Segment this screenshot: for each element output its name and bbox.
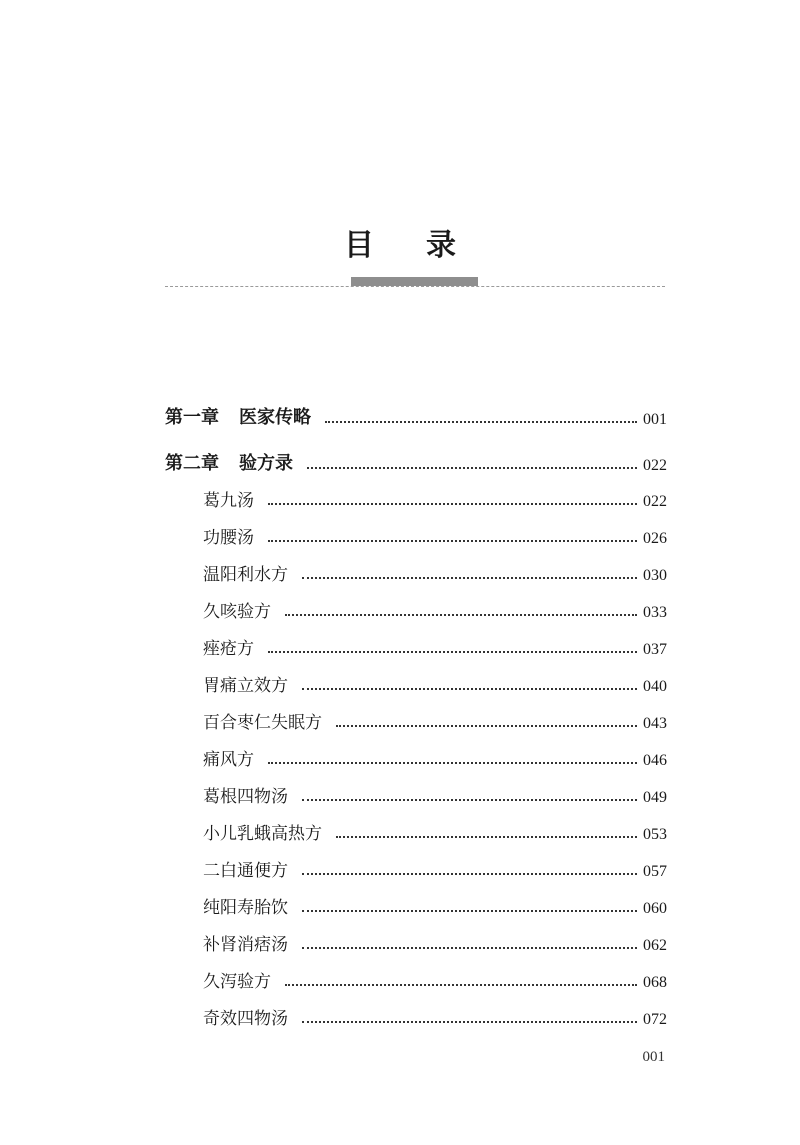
toc-item[interactable] — [165, 475, 667, 511]
title-divider — [165, 286, 665, 287]
page-number: 057 — [643, 863, 667, 880]
dot-leader — [302, 688, 637, 690]
page-number: 072 — [643, 1011, 667, 1028]
page-title — [0, 226, 800, 266]
table-of-contents — [165, 392, 667, 1029]
dot-leader — [285, 984, 637, 986]
page-number: 043 — [643, 715, 667, 732]
toc-chapter-1[interactable] — [165, 392, 667, 429]
footer-page-number: 001 — [642, 1049, 665, 1065]
dot-leader — [325, 421, 637, 423]
toc-item[interactable] — [165, 807, 667, 844]
toc-item[interactable] — [165, 918, 667, 955]
item-title: 功腰汤 — [203, 528, 254, 548]
dot-leader — [307, 467, 637, 469]
page-number: 049 — [643, 789, 667, 806]
item-title: 久泻验方 — [203, 972, 271, 992]
dot-leader — [285, 614, 637, 616]
item-title: 百合枣仁失眠方 — [203, 713, 322, 733]
toc-item[interactable] — [165, 548, 667, 585]
page-number: 001 — [643, 411, 667, 428]
chapter-title: 验方录 — [239, 453, 293, 474]
item-title: 胃痛立效方 — [203, 676, 288, 696]
item-title: 补肾消痞汤 — [203, 935, 288, 955]
chapter-label — [165, 449, 301, 475]
chapter-number: 第二章 — [165, 453, 219, 474]
item-title: 葛九汤 — [203, 491, 254, 511]
chapter-label — [165, 403, 319, 429]
chapter-number: 第一章 — [165, 407, 219, 428]
toc-item[interactable] — [165, 770, 667, 807]
page-number: 026 — [643, 530, 667, 547]
item-title: 葛根四物汤 — [203, 787, 288, 807]
item-title: 温阳利水方 — [203, 565, 288, 585]
dot-leader — [268, 651, 637, 653]
title-accent-bar — [351, 277, 478, 286]
toc-item[interactable] — [165, 733, 667, 770]
chapter-title: 医家传略 — [239, 407, 311, 428]
page-number: 022 — [643, 493, 667, 510]
toc-chapter-2[interactable] — [165, 438, 667, 475]
dot-leader — [336, 725, 637, 727]
dot-leader — [302, 873, 637, 875]
page-number: 053 — [643, 826, 667, 843]
item-title: 奇效四物汤 — [203, 1009, 288, 1029]
toc-item[interactable] — [165, 844, 667, 881]
item-title: 纯阳寿胎饮 — [203, 898, 288, 918]
page-number: 033 — [643, 604, 667, 621]
toc-item[interactable] — [165, 881, 667, 918]
dot-leader — [302, 577, 637, 579]
page-number: 068 — [643, 974, 667, 991]
toc-item[interactable] — [165, 585, 667, 622]
page-number: 030 — [643, 567, 667, 584]
toc-item[interactable] — [165, 622, 667, 659]
dot-leader — [336, 836, 637, 838]
toc-item[interactable] — [165, 992, 667, 1029]
page-number: 062 — [643, 937, 667, 954]
item-title: 小儿乳蛾高热方 — [203, 824, 322, 844]
dot-leader — [302, 910, 637, 912]
toc-item[interactable] — [165, 511, 667, 548]
dot-leader — [302, 799, 637, 801]
dot-leader — [268, 503, 637, 505]
page-number: 040 — [643, 678, 667, 695]
dot-leader — [302, 1021, 637, 1023]
page-number: 022 — [643, 457, 667, 474]
toc-item[interactable] — [165, 659, 667, 696]
item-title: 二白通便方 — [203, 861, 288, 881]
item-title: 久咳验方 — [203, 602, 271, 622]
page-number: 046 — [643, 752, 667, 769]
toc-item[interactable] — [165, 696, 667, 733]
page-number: 060 — [643, 900, 667, 917]
toc-item[interactable] — [165, 955, 667, 992]
dot-leader — [302, 947, 637, 949]
item-title: 痤疮方 — [203, 639, 254, 659]
item-title: 痛风方 — [203, 750, 254, 770]
title-char-2: 录 — [426, 228, 482, 263]
title-char-1: 目 — [344, 228, 400, 263]
dot-leader — [268, 762, 637, 764]
page-number: 037 — [643, 641, 667, 658]
dot-leader — [268, 540, 637, 542]
